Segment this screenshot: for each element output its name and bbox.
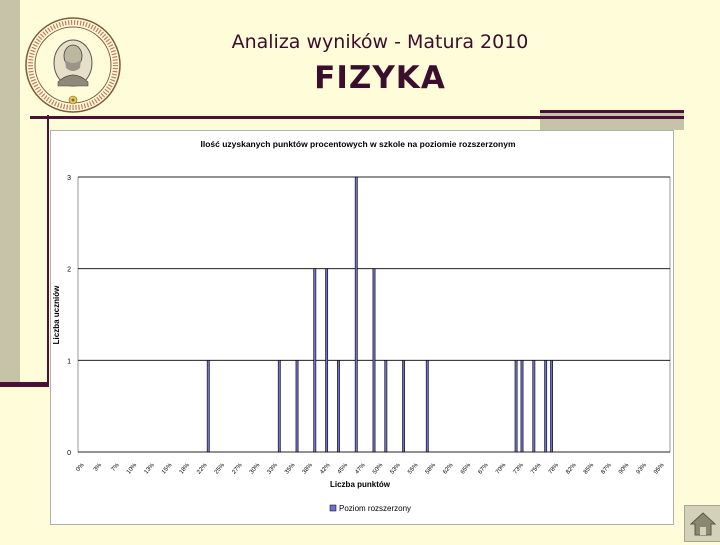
x-tick-label: 22% (196, 462, 209, 476)
histogram-bar (355, 177, 357, 452)
histogram-bar (373, 269, 375, 452)
x-tick-label: 85% (582, 462, 596, 476)
x-tick-label: 30% (248, 462, 262, 476)
x-tick-label: 25% (213, 462, 227, 476)
x-tick-label: 27% (231, 462, 244, 476)
x-tick-label: 47% (354, 462, 367, 476)
x-tick-label: 45% (336, 462, 350, 476)
home-navigation-button[interactable] (684, 505, 720, 542)
x-tick-label: 67% (477, 462, 490, 476)
school-seal-logo (24, 16, 122, 114)
x-tick-label: 65% (459, 462, 473, 476)
x-tick-label: 75% (530, 462, 543, 476)
y-tick-label: 2 (67, 266, 71, 274)
x-tick-label: 33% (266, 462, 279, 476)
histogram-bar (326, 269, 328, 452)
slide-title: Analiza wyników - Matura 2010 (231, 31, 529, 53)
x-tick-label: 73% (512, 462, 525, 476)
histogram-bar (278, 360, 280, 452)
histogram-bar (403, 360, 405, 452)
histogram-bar (314, 269, 316, 452)
x-tick-label: 78% (547, 462, 561, 476)
home-icon (685, 506, 720, 541)
histogram-bar (385, 360, 387, 452)
x-tick-label: 38% (301, 462, 315, 476)
x-tick-label: 35% (284, 462, 297, 476)
x-tick-label: 50% (372, 462, 385, 476)
histogram-bar (515, 360, 517, 452)
x-axis-label: Liczba punktów (330, 480, 390, 489)
histogram-bar (337, 360, 339, 452)
y-axis-label: Liczba uczniów (52, 285, 61, 345)
x-tick-label: 42% (319, 462, 332, 476)
x-tick-label: 95% (653, 462, 666, 476)
header-accent-box (540, 110, 684, 130)
x-tick-label: 90% (618, 462, 631, 476)
y-tick-label: 0 (67, 450, 71, 457)
histogram-chart (50, 130, 672, 523)
legend-swatch (330, 505, 336, 511)
left-accent-bar (0, 382, 48, 387)
x-tick-label: 10% (125, 462, 139, 476)
x-tick-label: 58% (424, 462, 438, 476)
histogram-bar (207, 360, 209, 452)
x-tick-label: 0% (75, 462, 86, 473)
vertical-accent-line (47, 115, 49, 387)
x-tick-label: 13% (143, 462, 156, 476)
histogram-bar (545, 360, 547, 452)
histogram-bar (426, 360, 428, 452)
x-tick-label: 82% (565, 462, 578, 476)
histogram-bar (521, 360, 523, 452)
x-tick-label: 70% (495, 462, 508, 476)
header-divider-line (30, 116, 684, 119)
histogram-bar (533, 360, 535, 452)
x-tick-label: 53% (389, 462, 402, 476)
y-tick-label: 1 (67, 358, 71, 366)
x-tick-label: 93% (635, 462, 648, 476)
histogram-bar (551, 360, 553, 452)
y-tick-label: 3 (67, 175, 71, 182)
slide-subject-title: FIZYKA (314, 60, 446, 96)
x-tick-label: 18% (178, 462, 191, 476)
x-tick-label: 15% (161, 462, 174, 476)
x-tick-label: 55% (407, 462, 420, 476)
x-tick-label: 62% (442, 462, 455, 476)
x-tick-label: 3% (92, 462, 104, 473)
x-tick-label: 7% (110, 462, 121, 473)
histogram-bar (296, 360, 298, 452)
chart-title: Ilość uzyskanych punktów procentowych w szkole na poziomie rozszerzonym (200, 139, 516, 149)
legend-label: Poziom rozszerzony (339, 504, 412, 513)
x-tick-label: 87% (600, 462, 613, 476)
chart-legend (330, 504, 411, 513)
left-decorative-stripe (0, 0, 20, 386)
